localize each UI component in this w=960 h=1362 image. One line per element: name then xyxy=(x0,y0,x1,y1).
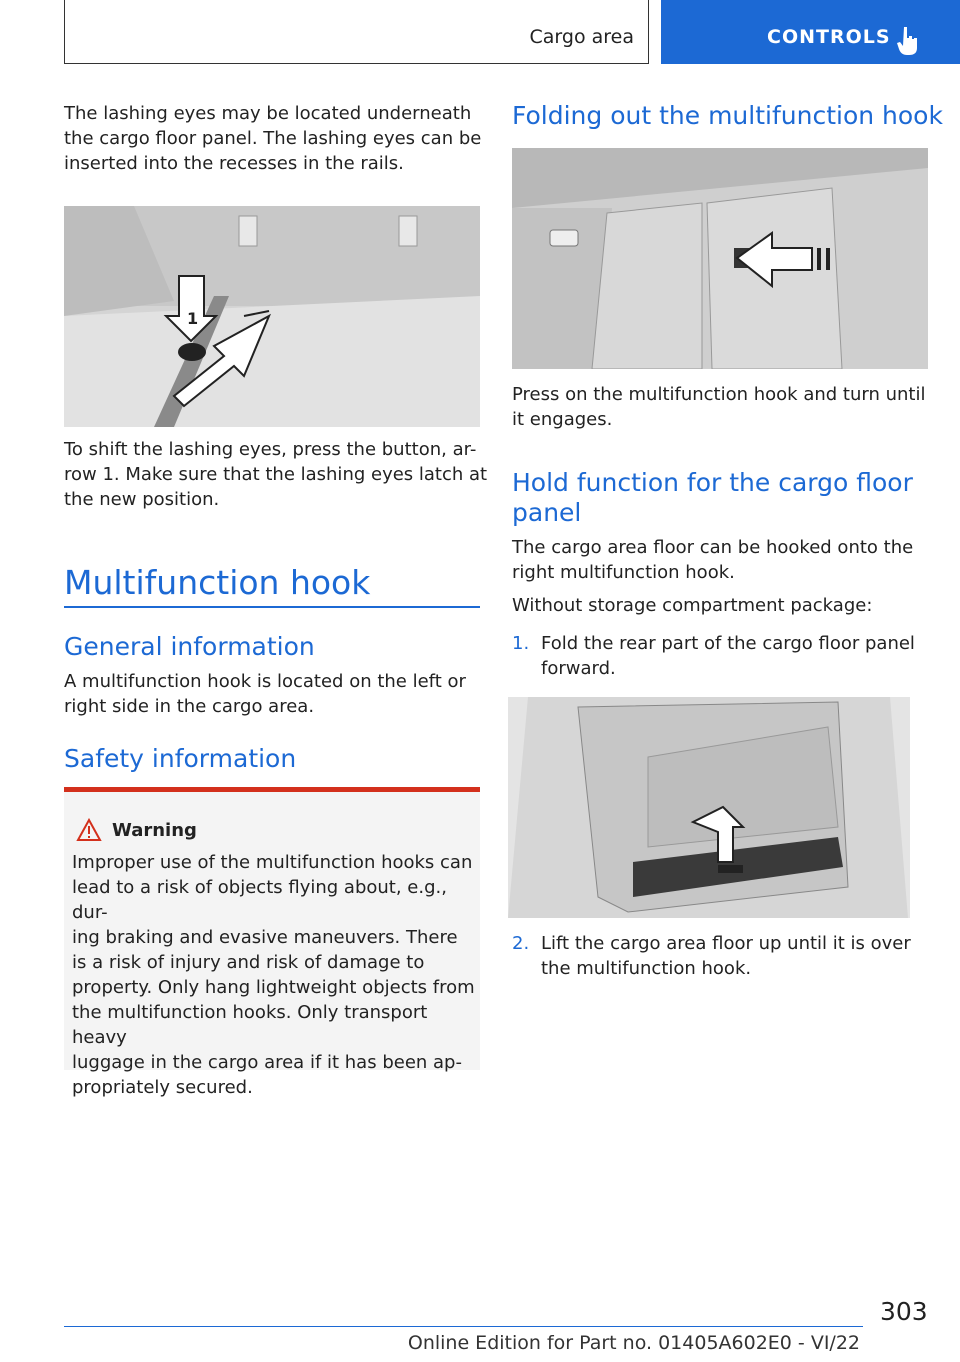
general-line: right side in the cargo area. xyxy=(64,696,315,717)
step-line: Lift the cargo area floor up until it is over xyxy=(541,933,911,954)
step-line: the multifunction hook. xyxy=(541,958,752,979)
header-chapter-label: CONTROLS xyxy=(767,26,891,48)
cargo-floor-figure xyxy=(508,697,910,918)
hold-heading-line: Hold function for the cargo floor xyxy=(512,468,913,497)
hold-paragraph xyxy=(512,535,913,585)
warning-line: property. Only hang lightweight objects from xyxy=(72,977,475,998)
warning-line: the multifunction hooks. Only transport heavy xyxy=(72,1002,428,1048)
press-paragraph xyxy=(512,382,925,432)
step-number: 1. xyxy=(512,633,530,654)
warning-body xyxy=(72,850,476,1100)
warning-title: Warning xyxy=(112,820,197,841)
shift-line: To shift the lashing eyes, press the button, ar- xyxy=(64,439,477,460)
warning-line: Improper use of the multifunction hooks can xyxy=(72,852,473,873)
warning-line: lead to a risk of objects flying about, e.g., dur- xyxy=(72,877,447,923)
step-2 xyxy=(512,931,928,981)
lashing-eyes-figure xyxy=(64,206,480,427)
heading-rule xyxy=(64,606,480,608)
footer-rule xyxy=(64,1326,863,1327)
heading-hold-function xyxy=(512,468,913,528)
warning-line: propriately secured. xyxy=(72,1077,253,1098)
step-line: forward. xyxy=(541,658,616,679)
step-number: 2. xyxy=(512,933,530,954)
intro-paragraph xyxy=(64,101,481,176)
hold-line: right multifunction hook. xyxy=(512,562,735,583)
general-paragraph xyxy=(64,669,466,719)
intro-line: inserted into the recesses in the rails. xyxy=(64,153,404,174)
without-package-text: Without storage compartment package: xyxy=(512,595,873,616)
pointing-hand-icon xyxy=(897,26,919,56)
general-line: A multifunction hook is located on the left or xyxy=(64,671,466,692)
multifunction-hook-figure xyxy=(512,148,928,369)
lashing-eyes-illustration xyxy=(64,206,480,427)
heading-safety-information: Safety information xyxy=(64,744,297,773)
warning-line: is a risk of injury and risk of damage to xyxy=(72,952,425,973)
header-section-title: Cargo area xyxy=(529,26,634,48)
multifunction-hook-illustration xyxy=(512,148,928,369)
warning-line: luggage in the cargo area if it has been ap- xyxy=(72,1052,462,1073)
heading-folding-out: Folding out the multifunction hook xyxy=(512,101,943,130)
press-line: Press on the multifunction hook and turn until xyxy=(512,384,926,405)
step-line: Fold the rear part of the cargo floor panel xyxy=(541,633,915,654)
cargo-floor-illustration xyxy=(508,697,910,918)
step-1 xyxy=(512,631,928,681)
warning-triangle-icon xyxy=(76,818,102,842)
shift-line: row 1. Make sure that the lashing eyes latch at xyxy=(64,464,488,485)
hold-heading-line: panel xyxy=(512,498,582,527)
page-number: 303 xyxy=(880,1297,928,1326)
warning-line: ing braking and evasive maneuvers. There xyxy=(72,927,458,948)
shift-line: the new position. xyxy=(64,489,220,510)
intro-line: the cargo floor panel. The lashing eyes can be xyxy=(64,128,482,149)
hold-line: The cargo area floor can be hooked onto the xyxy=(512,537,914,558)
header-chapter-tab[interactable] xyxy=(661,0,960,64)
intro-line: The lashing eyes may be located underneath xyxy=(64,103,472,124)
heading-multifunction-hook: Multifunction hook xyxy=(64,563,371,602)
shift-paragraph xyxy=(64,437,487,512)
callout-1: 1 xyxy=(187,309,199,328)
heading-general-information: General information xyxy=(64,632,315,661)
press-line: it engages. xyxy=(512,409,613,430)
footer-edition: Online Edition for Part no. 01405A602E0 - VI/22 xyxy=(407,1332,860,1354)
warning-box xyxy=(64,787,480,1098)
